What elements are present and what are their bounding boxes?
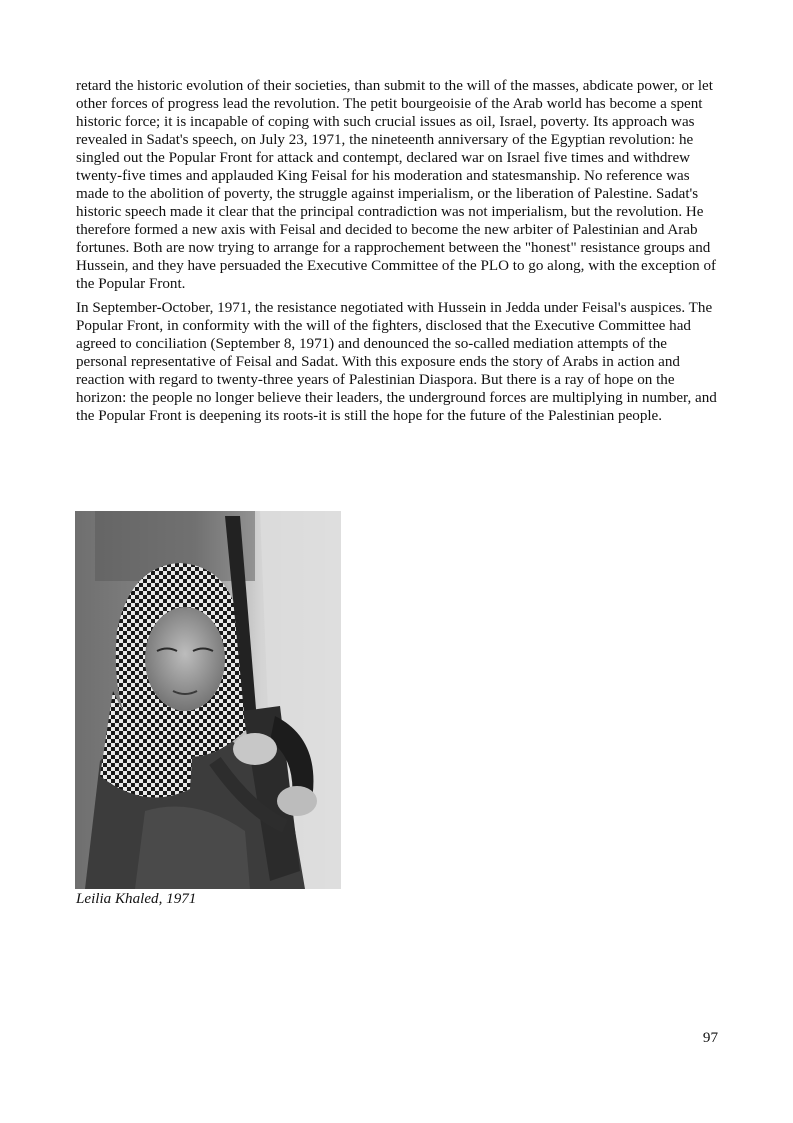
portrait-photo [75, 511, 341, 889]
photo-figure [75, 511, 341, 889]
paragraph-2: In September-October, 1971, the resistance negotiated with Hussein in Jedda under Feisal's auspices. The Popular Front, in conformity with the will of the fighters, disclosed that the Executive Committee had agreed to conciliation (September 8, 1971) and denounced the so-called mediation attempts of the personal representative of Feisal and Sadat. With this exposure ends the story of Arabs in action and reaction with regard to twenty-three years of Palestinian Diaspora. But there is a ray of hope on the horizon: the people no longer believe their leaders, the underground forces are multiplying in number, and the Popular Front is deepening its roots-it is still the hope for the future of the Palestinian people. [76, 300, 717, 424]
body-text [76, 77, 718, 431]
paragraph-1: retard the historic evolution of their societies, than submit to the will of the masses, abdicate power, or let other forces of progress lead the revolution. The petit bourgeoisie of the Arab world has become a spent historic force; it is incapable of coping with such crucial issues as oil, Israel, poverty. Its approach was revealed in Sadat's speech, on July 23, 1971, the nineteenth anniversary of the Egyptian revolution: he singled out the Popular Front for attack and contempt, declared war on Israel five times and withdrew twenty-five times and applauded King Feisal for his moderation and statesmanship. No reference was made to the abolition of poverty, the struggle against imperialism, or the liberation of Palestine. Sadat's historic speech made it clear that the principal contradiction was not imperialism, but the revolution. He therefore formed a new axis with Feisal and decided to become the new arbiter of Palestinian and Arab fortunes. Both are now trying to arrange for a rapprochement between the "honest" resistance groups and Hussein, and they have persuaded the Executive Committee of the PLO to go along, with the exception of the Popular Front. [76, 78, 717, 292]
photo-caption: Leilia Khaled, 1971 [76, 891, 197, 907]
page-number: 97 [702, 1030, 718, 1046]
